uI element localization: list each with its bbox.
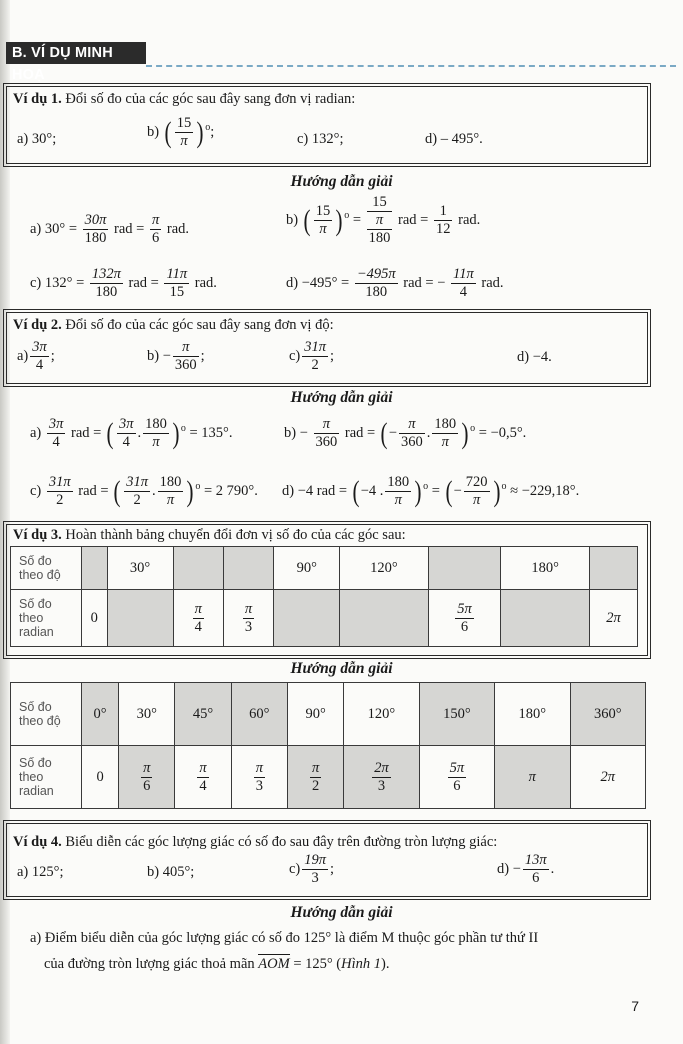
sol4-line-1: a) Điểm biểu diễn của góc lượng giác có số đo 125° là điểm M thuộc góc phần tư thứ II [30, 930, 539, 946]
example-4-title: Ví dụ 4. [13, 834, 62, 850]
sol3-radian-cell: $\frac{\pi}{4}$ [175, 746, 231, 809]
sol3-radian-cell: $\frac{2\pi}{3}$ [344, 746, 419, 809]
page-number: 7 [631, 998, 639, 1014]
ex3-radian-cell: 0 [82, 590, 108, 647]
ex3-degree-cell [223, 547, 273, 590]
row-label-radian: Số đo theo radian [11, 590, 82, 647]
sol4-line-2: của đường tròn lượng giác thoả mãn AOM = 125° (Hình 1). [44, 956, 390, 972]
ex2-item-a: a) $\frac{3\pi}{4}$ ; [17, 339, 55, 373]
ex1-item-a: a) 30°; [17, 131, 57, 147]
section-divider [146, 65, 676, 67]
ex2-item-b: b) − $\frac{\pi}{360}$ ; [147, 339, 205, 373]
ex3-degree-cell [428, 547, 501, 590]
ex3-radian-cell: $\frac{\pi}{4}$ [173, 590, 223, 647]
row-label-degree: Số đo theo độ [11, 683, 82, 746]
ex3-conversion-table [10, 546, 638, 647]
sol3-degree-cell: 180° [495, 683, 570, 746]
ex3-degree-cell: 30° [107, 547, 173, 590]
sol3-conversion-table [10, 682, 646, 809]
ex3-radian-cell: $\frac{\pi}{3}$ [223, 590, 273, 647]
example-2-prompt: Đổi số đo của các góc sau đây sang đơn vị độ: [65, 317, 334, 333]
sol3-radian-cell: $\frac{\pi}{6}$ [119, 746, 175, 809]
example-4-box [6, 823, 648, 897]
ex4-item-d: d) − $\frac{13\pi}{6}$ . [497, 852, 555, 886]
sol3-degree-cell: 0° [82, 683, 119, 746]
sol2-a: a) $\frac{3\pi}{4}$ rad = ( $\frac{3\pi}{4}$ . $\frac{180}{\pi}$ ) $^o$ = 135°. [30, 416, 233, 450]
guide-heading-3: Hướng dẫn giải [290, 660, 393, 677]
sol3-radian-cell: π [495, 746, 570, 809]
sol1-b: b) ( $\frac{15}{\pi}$ ) $^o$ = 15 π 180 rad = $\frac{1}{12}$ rad. [286, 194, 481, 246]
sol3-radian-cell: 2π [570, 746, 645, 809]
example-1-prompt: Đổi số đo của các góc sau đây sang đơn vị radian: [65, 91, 356, 107]
section-banner: B. VÍ DỤ MINH HOẠ [6, 42, 146, 64]
sol3-degree-cell: 60° [231, 683, 287, 746]
sol3-radian-cell: $\frac{5\pi}{6}$ [419, 746, 494, 809]
sol3-degree-cell: 120° [344, 683, 419, 746]
sol1-a: a) 30° = $\frac{30\pi}{180}$ rad = $\frac{\pi}{6}$ rad. [30, 212, 189, 246]
ex3-radian-cell [340, 590, 428, 647]
ex3-degree-cell [82, 547, 108, 590]
sol2-b: b) − $\frac{\pi}{360}$ rad = ( − $\frac{\pi}{360}$ . $\frac{180}{\pi}$ ) $^o$ = −0,5°. [284, 416, 527, 450]
ex3-degree-cell: 120° [340, 547, 428, 590]
ex3-radian-cell [501, 590, 589, 647]
example-4-prompt: Biểu diễn các góc lượng giác có số đo sau đây trên đường tròn lượng giác: [65, 834, 498, 850]
example-1-box [6, 86, 648, 164]
row-label-degree: Số đo theo độ [11, 547, 82, 590]
ex1-item-b: b) ( $\frac{15}{\pi}$ ) $^o$; [147, 115, 215, 149]
example-2-title: Ví dụ 2. [13, 317, 62, 333]
sol3-degree-cell: 45° [175, 683, 231, 746]
ex3-degree-cell [173, 547, 223, 590]
ex2-item-c: c) $\frac{31\pi}{2}$ ; [289, 339, 335, 373]
ex3-degree-cell: 90° [274, 547, 340, 590]
ex4-item-c: c) $\frac{19\pi}{3}$ ; [289, 852, 335, 886]
example-2-box [6, 312, 648, 384]
ex3-radian-cell: 2π [589, 590, 637, 647]
ex3-degree-cell: 180° [501, 547, 589, 590]
sol3-degree-cell: 150° [419, 683, 494, 746]
sol3-radian-cell: $\frac{\pi}{3}$ [231, 746, 287, 809]
ex4-item-a: a) 125°; [17, 864, 64, 880]
ex3-radian-cell [274, 590, 340, 647]
ex1-item-c: c) 132°; [297, 131, 344, 147]
guide-heading-4: Hướng dẫn giải [290, 904, 393, 921]
example-3-prompt: Hoàn thành bảng chuyển đổi đơn vị số đo của các góc sau: [65, 527, 406, 543]
ex3-radian-cell: $\frac{5\pi}{6}$ [428, 590, 501, 647]
sol3-degree-cell: 30° [119, 683, 175, 746]
sol2-c: c) $\frac{31\pi}{2}$ rad = ( $\frac{31\pi}{2}$ . $\frac{180}{\pi}$ ) $^o$ = 2 790°. [30, 474, 258, 508]
sol3-degree-cell: 360° [570, 683, 645, 746]
ex3-degree-cell [589, 547, 637, 590]
sol3-degree-cell: 90° [287, 683, 343, 746]
ex2-item-d: d) −4. [517, 349, 552, 365]
ex1-item-d: d) – 495°. [425, 131, 483, 147]
sol3-radian-cell: 0 [82, 746, 119, 809]
sol1-c: c) 132° = $\frac{132\pi}{180}$ rad = $\frac{11\pi}{15}$ rad. [30, 266, 217, 300]
sol3-radian-cell: $\frac{\pi}{2}$ [287, 746, 343, 809]
sol1-d: d) −495° = $\frac{-495\pi}{180}$ rad = − $\frac{11\pi}{4}$ rad. [286, 266, 504, 300]
example-3-title: Ví dụ 3. [13, 527, 62, 543]
guide-heading-2: Hướng dẫn giải [290, 389, 393, 406]
sol2-d: d) −4 rad = ( −4 . $\frac{180}{\pi}$ ) $^o$ = ( − $\frac{720}{\pi}$ ) $^o$ ≈ −229,18°. [282, 474, 580, 508]
row-label-radian: Số đo theo radian [11, 746, 82, 809]
ex3-radian-cell [107, 590, 173, 647]
example-1-title: Ví dụ 1. [13, 91, 62, 107]
ex4-item-b: b) 405°; [147, 864, 195, 880]
guide-heading-1: Hướng dẫn giải [290, 173, 393, 190]
